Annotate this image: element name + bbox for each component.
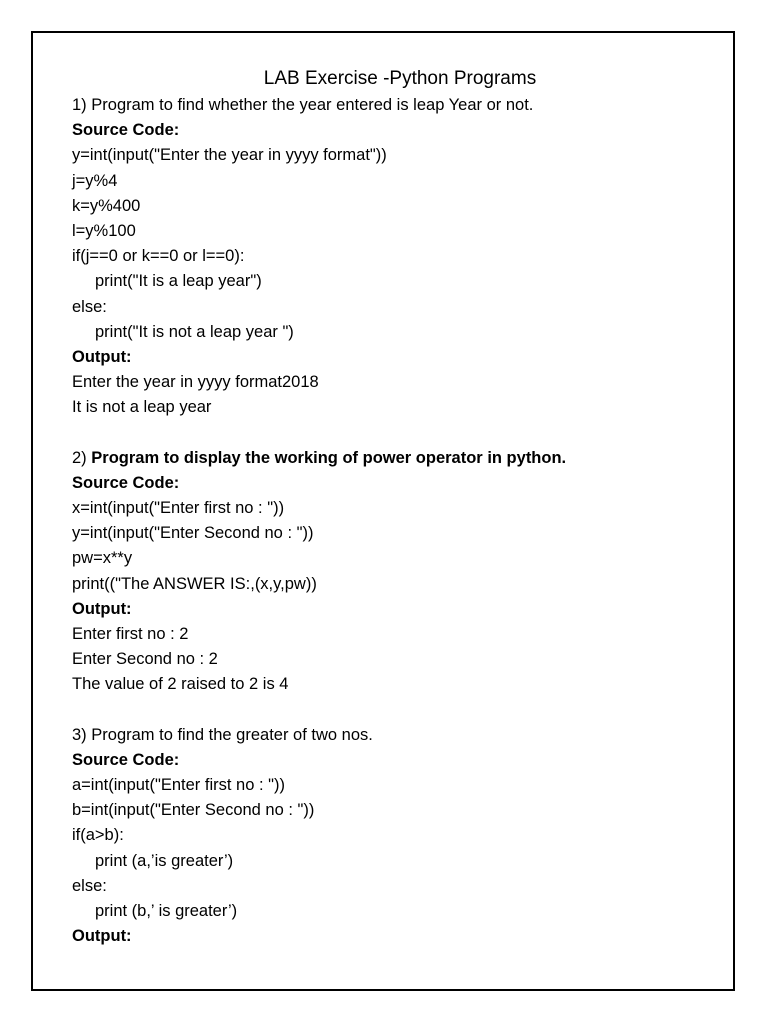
document-title: LAB Exercise -Python Programs: [263, 68, 537, 89]
code-line: print (b,’ is greater’): [95, 902, 238, 920]
document-body: [72, 93, 722, 949]
code-line: else:: [72, 297, 107, 316]
code-line: print (a,’is greater’): [95, 851, 234, 870]
code-line: a=int(input("Enter first no : ")): [72, 776, 286, 795]
output-line: It is not a leap year: [72, 398, 212, 417]
code-line: if(j==0 or k==0 or l==0):: [72, 247, 245, 266]
code-line: y=int(input("Enter the year in yyyy format")): [72, 146, 387, 165]
code-line: pw=x**y: [72, 549, 133, 568]
section-3-number: 3): [72, 725, 92, 744]
section-spacer: [72, 698, 722, 723]
code-line: if(a>b):: [72, 826, 124, 845]
section-2-source-label: Source Code:: [72, 473, 180, 492]
code-line: l=y%100: [72, 221, 136, 240]
section-1-heading: [72, 93, 722, 118]
code-line: y=int(input("Enter Second no : ")): [72, 524, 314, 543]
section-2-title: Program to display the working of power operator in python.: [91, 448, 567, 467]
section-spacer: [72, 420, 722, 445]
output-line: Enter the year in yyyy format2018: [72, 373, 319, 392]
section-3-source-label: Source Code:: [72, 750, 180, 769]
output-line: Enter Second no : 2: [72, 650, 218, 669]
code-line: b=int(input("Enter Second no : ")): [72, 801, 315, 820]
section-1-source-label: Source Code:: [72, 121, 180, 140]
section-1-title: Program to find whether the year entered is leap Year or not.: [91, 96, 534, 114]
output-line: The value of 2 raised to 2 is 4: [72, 675, 289, 694]
output-line: Enter first no : 2: [72, 624, 189, 643]
code-line: k=y%400: [72, 196, 141, 215]
section-2-heading: [72, 446, 722, 471]
section-2-number: 2): [72, 448, 92, 467]
section-3-title: Program to find the greater of two nos.: [91, 725, 373, 744]
code-line: else:: [72, 876, 107, 895]
code-line: print("It is a leap year"): [95, 272, 262, 291]
section-1-number: 1): [72, 96, 92, 114]
section-3-output-label: Output:: [72, 927, 132, 946]
section-2-output-label: Output:: [72, 599, 132, 618]
section-3-heading: [72, 723, 722, 748]
code-line: print(("The ANSWER IS:,(x,y,pw)): [72, 574, 317, 593]
code-line: print("It is not a leap year "): [95, 322, 294, 341]
section-1-output-label: Output:: [72, 347, 132, 366]
code-line: j=y%4: [72, 171, 118, 190]
code-line: x=int(input("Enter first no : ")): [72, 499, 285, 517]
